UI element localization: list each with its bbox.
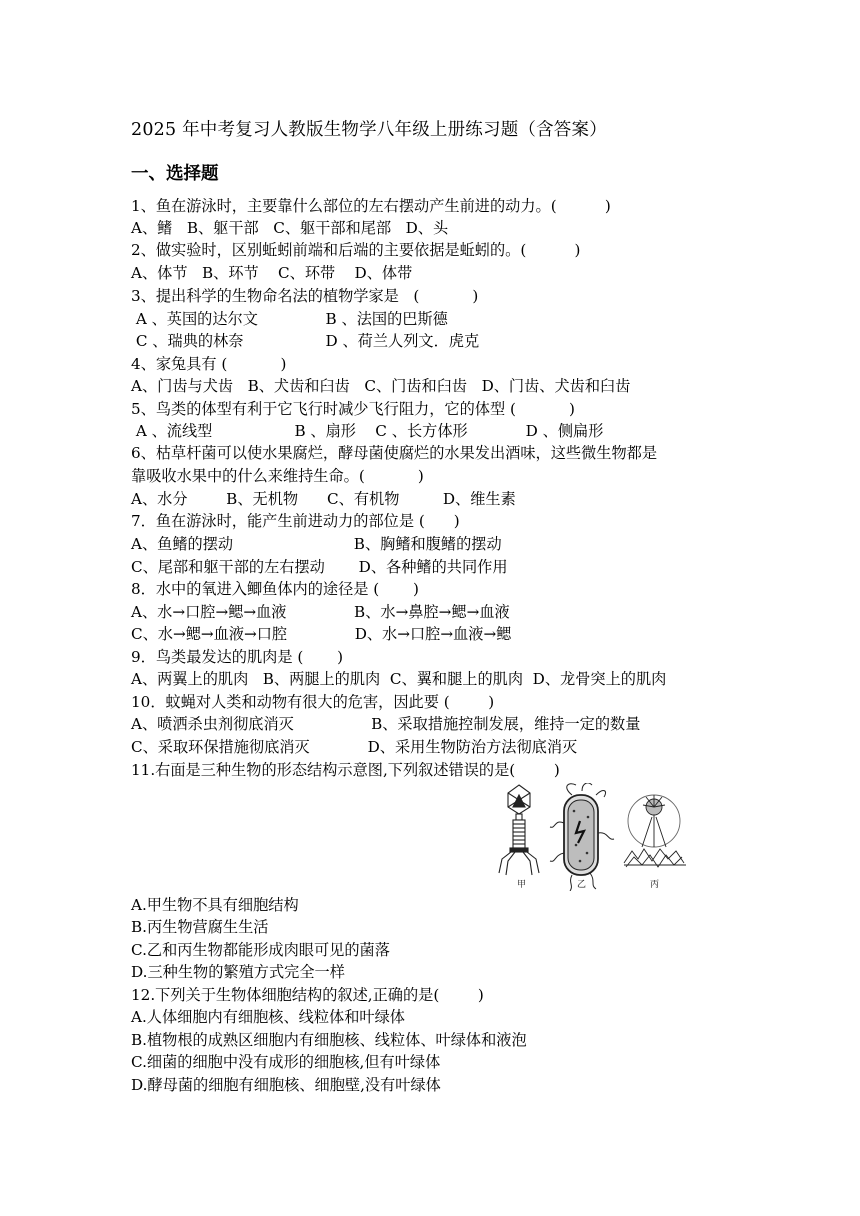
- q3-stem: 3、提出科学的生物命名法的植物学家是 ( ): [131, 287, 479, 305]
- label-jia: 甲: [517, 880, 527, 890]
- q5-options: A 、流线型 B 、扇形 C 、长方体形 D 、侧扁形: [131, 422, 604, 440]
- section-heading: 一、选择题: [131, 164, 219, 184]
- q10-options-cd: C、采取环保措施彻底消灭 D、采用生物防治方法彻底消灭: [131, 738, 578, 756]
- q6-stem-line1: 6、枯草杆菌可以使水果腐烂，酵母菌使腐烂的水果发出酒味，这些微生物都是: [131, 444, 658, 462]
- q12-option-d: D.酵母菌的细胞有细胞核、细胞壁,没有叶绿体: [131, 1076, 441, 1094]
- label-yi: 乙: [577, 880, 587, 890]
- q8-options-ab: A、水→口腔→鳃→血液 B、水→鼻腔→鳃→血液: [131, 603, 510, 621]
- q4-options: A、门齿与犬齿 B、犬齿和臼齿 C、门齿和臼齿 D、门齿、犬齿和臼齿: [131, 377, 631, 395]
- document-title: 2025 年中考复习人教版生物学八年级上册练习题（含答案）: [131, 120, 607, 140]
- organism-diagram: [492, 783, 688, 891]
- q7-options-ab: A、鱼鳍的摆动 B、胸鳍和腹鳍的摆动: [131, 535, 502, 553]
- phage-drawing: [499, 785, 539, 875]
- q10-stem: 10．蚊蝇对人类和动物有很大的危害，因此要 ( ): [131, 693, 495, 711]
- q11-stem: 11.右面是三种生物的形态结构示意图,下列叙述错误的是( ): [131, 761, 560, 779]
- q6-options: A、水分 B、无机物 C、有机物 D、维生素: [131, 490, 516, 508]
- q9-stem: 9．鸟类最发达的肌肉是 ( ): [131, 648, 344, 666]
- q12-option-b: B.植物根的成熟区细胞内有细胞核、线粒体、叶绿体和液泡: [131, 1031, 527, 1049]
- q12-option-c: C.细菌的细胞中没有成形的细胞核,但有叶绿体: [131, 1053, 441, 1071]
- q5-stem: 5、鸟类的体型有利于它飞行时减少飞行阻力，它的体型 ( ): [131, 400, 575, 418]
- q4-stem: 4、家兔具有 ( ): [131, 355, 287, 373]
- q12-stem: 12.下列关于生物体细胞结构的叙述,正确的是( ): [131, 986, 484, 1004]
- q7-options-cd: C、尾部和躯干部的左右摆动 D、各种鳍的共同作用: [131, 558, 508, 576]
- q1-options: A、鳍 B、躯干部 C、躯干部和尾部 D、头: [131, 219, 449, 237]
- q2-stem: 2、做实验时，区别蚯蚓前端和后端的主要依据是蚯蚓的。( ): [131, 241, 581, 259]
- label-bing: 丙: [650, 880, 660, 890]
- q10-options-ab: A、喷洒杀虫剂彻底消灭 B、采取措施控制发展，维持一定的数量: [131, 715, 641, 733]
- q2-options: A、体节 B、环节 C、环带 D、体带: [131, 264, 413, 282]
- mold-drawing: [624, 795, 686, 867]
- bacterium-drawing: [550, 783, 614, 891]
- q12-option-a: A.人体细胞内有细胞核、线粒体和叶绿体: [131, 1008, 405, 1026]
- q8-options-cd: C、水→鳃→血液→口腔 D、水→口腔→血液→鳃: [131, 625, 512, 643]
- organism-diagram-svg: [492, 783, 688, 891]
- q3-options-cd: C 、瑞典的林奈 D 、荷兰人列文．虎克: [131, 332, 480, 350]
- q6-stem-line2: 靠吸收水果中的什么来维持生命。( ): [131, 467, 424, 485]
- q1-stem: 1、鱼在游泳时，主要靠什么部位的左右摆动产生前进的动力。( ): [131, 197, 611, 215]
- q8-stem: 8．水中的氧进入鲫鱼体内的途径是 ( ): [131, 580, 419, 598]
- q3-options-ab: A 、英国的达尔文 B 、法国的巴斯德: [131, 310, 448, 328]
- q11-option-d: D.三种生物的繁殖方式完全一样: [131, 963, 345, 981]
- q11-option-a: A.甲生物不具有细胞结构: [131, 896, 299, 914]
- q7-stem: 7．鱼在游泳时，能产生前进动力的部位是 ( ): [131, 512, 460, 530]
- q9-options: A、两翼上的肌肉 B、两腿上的肌肉 C、翼和腿上的肌肉 D、龙骨突上的肌肉: [131, 670, 667, 688]
- q11-option-c: C.乙和丙生物都能形成肉眼可见的菌落: [131, 941, 390, 959]
- q11-option-b: B.丙生物营腐生生活: [131, 918, 269, 936]
